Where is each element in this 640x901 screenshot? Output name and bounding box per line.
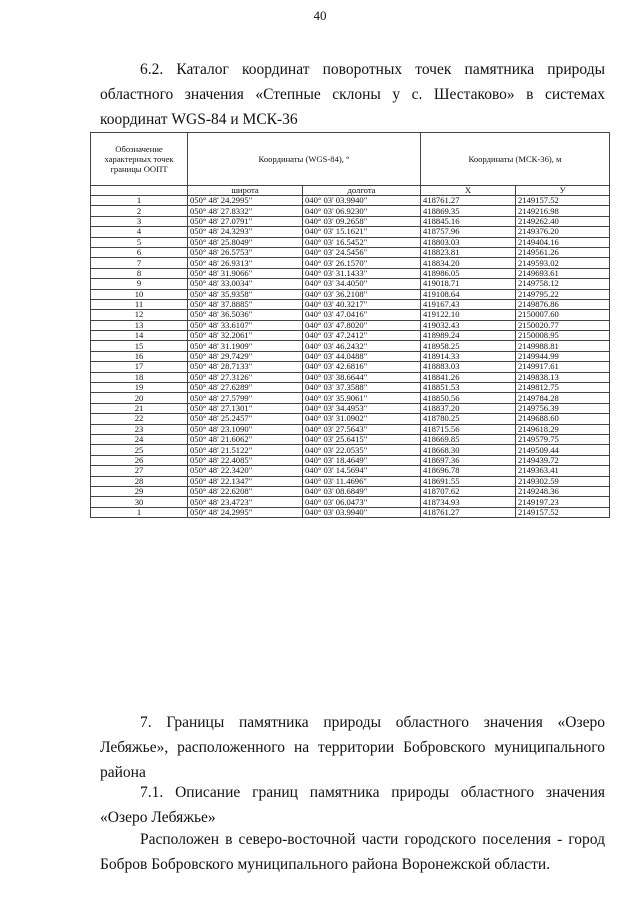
header-msk36: Координаты (МСК-36), м <box>421 133 610 186</box>
table-row <box>91 362 610 372</box>
longitude-cell: 040° 03' 24.5456" <box>303 247 421 257</box>
longitude-cell: 040° 03' 26.1570" <box>303 258 421 268</box>
point-number-cell: 25 <box>91 445 188 455</box>
point-number-cell: 24 <box>91 434 188 444</box>
longitude-cell: 040° 03' 16.5452" <box>303 237 421 247</box>
y-cell: 2149838.13 <box>516 372 610 382</box>
y-cell: 2149917.61 <box>516 362 610 372</box>
y-cell: 2149758.12 <box>516 279 610 289</box>
y-cell: 2149756.39 <box>516 403 610 413</box>
section-7-1-paragraph <box>100 780 605 830</box>
point-number-cell: 3 <box>91 216 188 226</box>
table-row <box>91 341 610 351</box>
section-7-text: 7. Границы памятника природы областного значения «Озеро Лебяжье», расположенного на территории Бобровского муниципального района <box>100 714 605 781</box>
latitude-cell: 050° 48' 26.9313" <box>188 258 303 268</box>
location-paragraph <box>100 827 605 877</box>
point-number-cell: 19 <box>91 383 188 393</box>
latitude-cell: 050° 48' 23.4723" <box>188 497 303 507</box>
table-row <box>91 486 610 496</box>
longitude-cell: 040° 03' 38.6644" <box>303 372 421 382</box>
x-cell: 418668.30 <box>421 445 516 455</box>
y-cell: 2149197.23 <box>516 497 610 507</box>
header-point-designation: Обозначение характерных точек границы ООПТ <box>91 133 188 186</box>
point-number-cell: 1 <box>91 507 188 517</box>
table-row <box>91 237 610 247</box>
table-row <box>91 476 610 486</box>
longitude-cell: 040° 03' 31.1433" <box>303 268 421 278</box>
point-number-cell: 13 <box>91 320 188 330</box>
x-cell: 418707.62 <box>421 486 516 496</box>
coordinates-table-body <box>91 196 610 518</box>
point-number-cell: 8 <box>91 268 188 278</box>
section-title: Каталог координат поворотных точек памятника природы областного значения «Степные склоны у с. Шестаково» в системах координат WGS-84 и МСК-36 <box>100 61 605 128</box>
table-row <box>91 289 610 299</box>
y-cell: 2149688.60 <box>516 414 610 424</box>
x-cell: 418914.33 <box>421 351 516 361</box>
x-cell: 418697.36 <box>421 455 516 465</box>
x-cell: 418761.27 <box>421 507 516 517</box>
longitude-cell: 040° 03' 47.0416" <box>303 310 421 320</box>
longitude-cell: 040° 03' 06.0473" <box>303 497 421 507</box>
point-number-cell: 20 <box>91 393 188 403</box>
table-row <box>91 383 610 393</box>
x-cell: 418851.53 <box>421 383 516 393</box>
x-cell: 418761.27 <box>421 196 516 206</box>
y-cell: 2149784.28 <box>516 393 610 403</box>
latitude-cell: 050° 48' 21.6062" <box>188 434 303 444</box>
longitude-cell: 040° 03' 36.2108" <box>303 289 421 299</box>
header-x: X <box>421 186 516 196</box>
table-row <box>91 331 610 341</box>
table-row <box>91 216 610 226</box>
point-number-cell: 22 <box>91 414 188 424</box>
latitude-cell: 050° 48' 21.5122" <box>188 445 303 455</box>
y-cell: 2149157.52 <box>516 507 610 517</box>
y-cell: 2149579.75 <box>516 434 610 444</box>
y-cell: 2150007.60 <box>516 310 610 320</box>
table-row <box>91 227 610 237</box>
header-wgs84: Координаты (WGS-84), ° <box>188 133 421 186</box>
longitude-cell: 040° 03' 06.9230" <box>303 206 421 216</box>
y-cell: 2149404.16 <box>516 237 610 247</box>
x-cell: 418734.93 <box>421 497 516 507</box>
section-heading <box>100 57 605 132</box>
longitude-cell: 040° 03' 15.1621" <box>303 227 421 237</box>
longitude-cell: 040° 03' 40.3217" <box>303 299 421 309</box>
point-number-cell: 12 <box>91 310 188 320</box>
latitude-cell: 050° 48' 29.7429" <box>188 351 303 361</box>
location-text: Расположен в северо-восточной части городского поселения - город Бобров Бобровского муниципального района Воронежской области. <box>100 831 605 873</box>
latitude-cell: 050° 48' 31.1909" <box>188 341 303 351</box>
y-cell: 2149363.41 <box>516 466 610 476</box>
table-row <box>91 299 610 309</box>
x-cell: 418715.56 <box>421 424 516 434</box>
coordinates-table <box>90 132 610 518</box>
y-cell: 2149157.52 <box>516 196 610 206</box>
x-cell: 418803.03 <box>421 237 516 247</box>
latitude-cell: 050° 48' 25.2457" <box>188 414 303 424</box>
header-longitude: долгота <box>303 186 421 196</box>
longitude-cell: 040° 03' 47.8020" <box>303 320 421 330</box>
longitude-cell: 040° 03' 42.6816" <box>303 362 421 372</box>
x-cell: 418837.20 <box>421 403 516 413</box>
table-row <box>91 279 610 289</box>
y-cell: 2149944.99 <box>516 351 610 361</box>
longitude-cell: 040° 03' 22.0535" <box>303 445 421 455</box>
header-y: У <box>516 186 610 196</box>
latitude-cell: 050° 48' 27.5799" <box>188 393 303 403</box>
y-cell: 2150008.95 <box>516 331 610 341</box>
x-cell: 419032.43 <box>421 320 516 330</box>
latitude-cell: 050° 48' 27.3126" <box>188 372 303 382</box>
longitude-cell: 040° 03' 25.6415" <box>303 434 421 444</box>
latitude-cell: 050° 48' 22.1347" <box>188 476 303 486</box>
header-latitude: широта <box>188 186 303 196</box>
point-number-cell: 21 <box>91 403 188 413</box>
point-number-cell: 15 <box>91 341 188 351</box>
latitude-cell: 050° 48' 33.0034" <box>188 279 303 289</box>
x-cell: 418669.85 <box>421 434 516 444</box>
table-row <box>91 393 610 403</box>
x-cell: 418834.20 <box>421 258 516 268</box>
longitude-cell: 040° 03' 27.5643" <box>303 424 421 434</box>
y-cell: 2149593.02 <box>516 258 610 268</box>
latitude-cell: 050° 48' 27.6289" <box>188 383 303 393</box>
latitude-cell: 050° 48' 24.2995" <box>188 196 303 206</box>
table-row <box>91 414 610 424</box>
table-row <box>91 372 610 382</box>
longitude-cell: 040° 03' 03.9940" <box>303 507 421 517</box>
longitude-cell: 040° 03' 31.0902" <box>303 414 421 424</box>
longitude-cell: 040° 03' 34.4050" <box>303 279 421 289</box>
table-row <box>91 258 610 268</box>
point-number-cell: 27 <box>91 466 188 476</box>
x-cell: 418869.35 <box>421 206 516 216</box>
point-number-cell: 5 <box>91 237 188 247</box>
section-7-1-text: 7.1. Описание границ памятника природы областного значения «Озеро Лебяжье» <box>100 784 605 826</box>
latitude-cell: 050° 48' 22.3420" <box>188 466 303 476</box>
point-number-cell: 17 <box>91 362 188 372</box>
x-cell: 419108.64 <box>421 289 516 299</box>
longitude-cell: 040° 03' 35.9061" <box>303 393 421 403</box>
table-row <box>91 424 610 434</box>
x-cell: 418989.24 <box>421 331 516 341</box>
y-cell: 2149439.72 <box>516 455 610 465</box>
point-number-cell: 23 <box>91 424 188 434</box>
point-number-cell: 30 <box>91 497 188 507</box>
latitude-cell: 050° 48' 25.8049" <box>188 237 303 247</box>
y-cell: 2149876.86 <box>516 299 610 309</box>
latitude-cell: 050° 48' 33.6107" <box>188 320 303 330</box>
x-cell: 419018.71 <box>421 279 516 289</box>
x-cell: 418845.16 <box>421 216 516 226</box>
y-cell: 2149561.26 <box>516 247 610 257</box>
table-row <box>91 455 610 465</box>
latitude-cell: 050° 48' 31.9066" <box>188 268 303 278</box>
x-cell: 418986.05 <box>421 268 516 278</box>
y-cell: 2149216.98 <box>516 206 610 216</box>
latitude-cell: 050° 48' 26.5753" <box>188 247 303 257</box>
y-cell: 2149509.44 <box>516 445 610 455</box>
point-number-cell: 4 <box>91 227 188 237</box>
point-number-cell: 18 <box>91 372 188 382</box>
table-row <box>91 196 610 206</box>
longitude-cell: 040° 03' 44.0488" <box>303 351 421 361</box>
table-row <box>91 206 610 216</box>
latitude-cell: 050° 48' 32.2061" <box>188 331 303 341</box>
x-cell: 418757.96 <box>421 227 516 237</box>
table-row <box>91 507 610 517</box>
longitude-cell: 040° 03' 46.2432" <box>303 341 421 351</box>
y-cell: 2150020.77 <box>516 320 610 330</box>
table-row <box>91 247 610 257</box>
point-number-cell: 6 <box>91 247 188 257</box>
table-row <box>91 310 610 320</box>
table-row <box>91 351 610 361</box>
latitude-cell: 050° 48' 27.8332" <box>188 206 303 216</box>
section-number: 6.2. <box>140 61 164 78</box>
x-cell: 418696.78 <box>421 466 516 476</box>
point-number-cell: 14 <box>91 331 188 341</box>
point-number-cell: 2 <box>91 206 188 216</box>
point-number-cell: 10 <box>91 289 188 299</box>
longitude-cell: 040° 03' 11.4696" <box>303 476 421 486</box>
page-number: 40 <box>313 8 327 23</box>
x-cell: 418958.25 <box>421 341 516 351</box>
latitude-cell: 050° 48' 36.5036" <box>188 310 303 320</box>
latitude-cell: 050° 48' 22.6208" <box>188 486 303 496</box>
latitude-cell: 050° 48' 35.9358" <box>188 289 303 299</box>
x-cell: 418883.03 <box>421 362 516 372</box>
point-number-cell: 9 <box>91 279 188 289</box>
latitude-cell: 050° 48' 23.1090" <box>188 424 303 434</box>
longitude-cell: 040° 03' 09.2658" <box>303 216 421 226</box>
longitude-cell: 040° 03' 34.4953" <box>303 403 421 413</box>
table-row <box>91 403 610 413</box>
table-row <box>91 466 610 476</box>
latitude-cell: 050° 48' 28.7133" <box>188 362 303 372</box>
longitude-cell: 040° 03' 14.5694" <box>303 466 421 476</box>
table-row <box>91 320 610 330</box>
x-cell: 418850.56 <box>421 393 516 403</box>
point-number-cell: 29 <box>91 486 188 496</box>
point-number-cell: 7 <box>91 258 188 268</box>
longitude-cell: 040° 03' 08.6849" <box>303 486 421 496</box>
y-cell: 2149248.36 <box>516 486 610 496</box>
table-row <box>91 497 610 507</box>
table-row <box>91 268 610 278</box>
y-cell: 2149693.61 <box>516 268 610 278</box>
latitude-cell: 050° 48' 27.1301" <box>188 403 303 413</box>
longitude-cell: 040° 03' 37.3588" <box>303 383 421 393</box>
x-cell: 419122.10 <box>421 310 516 320</box>
longitude-cell: 040° 03' 18.4649" <box>303 455 421 465</box>
latitude-cell: 050° 48' 24.3293" <box>188 227 303 237</box>
section-7-paragraph <box>100 710 605 785</box>
point-number-cell: 1 <box>91 196 188 206</box>
x-cell: 418691.55 <box>421 476 516 486</box>
point-number-cell: 16 <box>91 351 188 361</box>
point-number-cell: 26 <box>91 455 188 465</box>
y-cell: 2149302.59 <box>516 476 610 486</box>
y-cell: 2149988.81 <box>516 341 610 351</box>
x-cell: 418780.25 <box>421 414 516 424</box>
y-cell: 2149376.20 <box>516 227 610 237</box>
y-cell: 2149262.40 <box>516 216 610 226</box>
point-number-cell: 28 <box>91 476 188 486</box>
table-row <box>91 434 610 444</box>
latitude-cell: 050° 48' 22.4085" <box>188 455 303 465</box>
latitude-cell: 050° 48' 24.2995" <box>188 507 303 517</box>
y-cell: 2149795.22 <box>516 289 610 299</box>
latitude-cell: 050° 48' 27.0791" <box>188 216 303 226</box>
longitude-cell: 040° 03' 47.2412" <box>303 331 421 341</box>
y-cell: 2149618.29 <box>516 424 610 434</box>
table-row <box>91 445 610 455</box>
latitude-cell: 050° 48' 37.8885" <box>188 299 303 309</box>
x-cell: 418823.81 <box>421 247 516 257</box>
x-cell: 418841.26 <box>421 372 516 382</box>
x-cell: 419167.43 <box>421 299 516 309</box>
y-cell: 2149812.75 <box>516 383 610 393</box>
longitude-cell: 040° 03' 03.9940" <box>303 196 421 206</box>
point-number-cell: 11 <box>91 299 188 309</box>
header-empty <box>91 186 188 196</box>
